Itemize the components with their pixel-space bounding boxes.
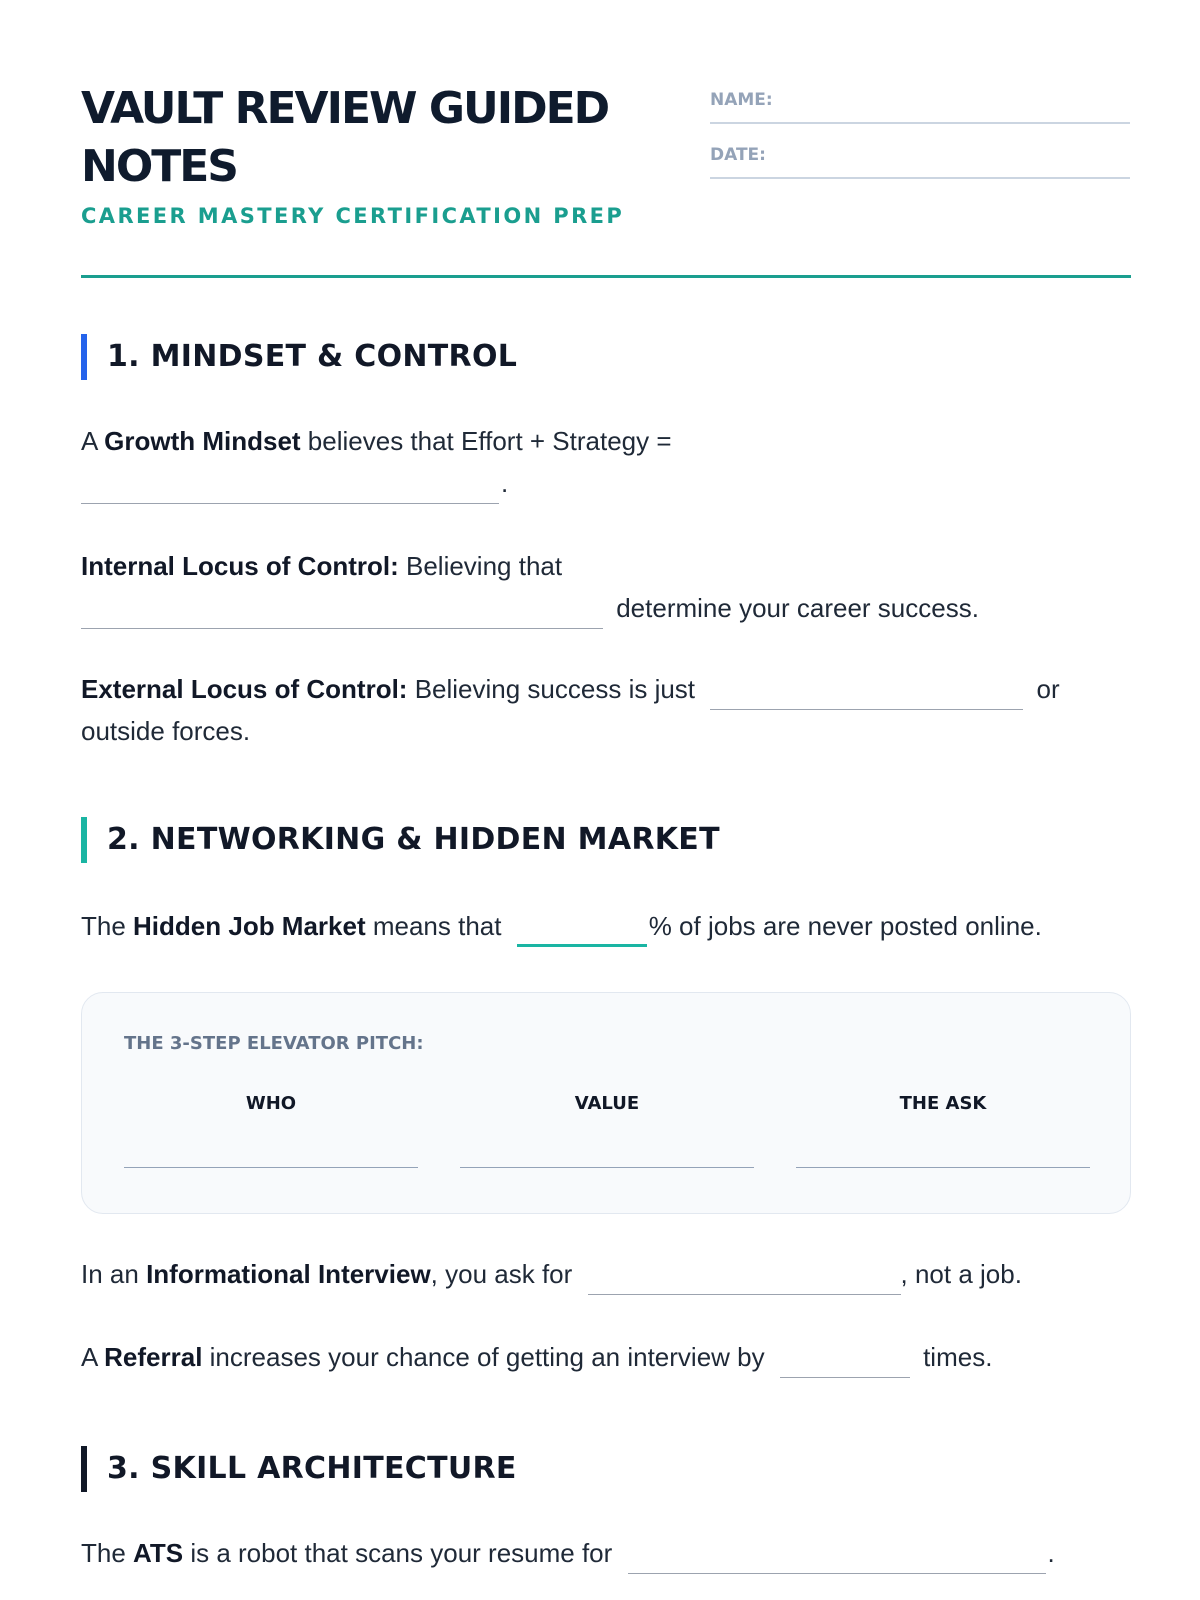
term: ATS [133,1538,184,1568]
page-subtitle: CAREER MASTERY CERTIFICATION PREP [81,204,625,228]
pitch-column-who [124,1089,418,1169]
text: or outside forces. [81,674,1060,746]
section-heading-mindset [81,334,517,380]
term: Hidden Job Market [133,911,366,941]
pitch-column-value [460,1089,754,1169]
term: Informational Interview [146,1259,431,1289]
name-label: NAME: [710,90,773,110]
text: . [1047,1538,1055,1568]
section-heading-text: 1. MINDSET & CONTROL [107,339,518,374]
date-label: DATE: [710,145,766,165]
section-accent-bar [81,817,87,863]
text: , not a job. [900,1259,1022,1289]
fill-in-blank[interactable] [628,1543,1046,1574]
fill-in-blank[interactable] [780,1347,910,1378]
fill-in-blank[interactable] [796,1167,1090,1168]
text: % of jobs are never posted online. [648,911,1042,941]
text: is a robot that scans your resume for [183,1538,620,1568]
text: . [501,468,509,498]
text: times. [915,1342,993,1372]
pitch-column-label: VALUE [574,1093,640,1114]
section-heading-text: 2. NETWORKING & HIDDEN MARKET [107,822,720,857]
fill-in-blank[interactable] [517,914,647,947]
term: External Locus of Control: [81,674,408,704]
text: The [81,1538,134,1568]
note-internal-locus [81,545,1131,629]
header-divider [81,275,1131,278]
text: determine your career success. [609,593,979,623]
note-informational-interview [81,1253,1131,1295]
note-hidden-job-market [81,905,1131,947]
pitch-column-label: THE ASK [899,1093,987,1114]
fill-in-blank[interactable] [460,1167,754,1168]
text: A [81,1342,105,1372]
note-referral [81,1336,1131,1378]
note-growth-mindset [81,420,1131,504]
section-accent-bar [81,1446,87,1492]
term: Growth Mindset [104,426,301,456]
text: increases your chance of getting an interview by [202,1342,772,1372]
elevator-pitch-title: THE 3-STEP ELEVATOR PITCH: [124,1033,424,1054]
pitch-column-the-ask [796,1089,1090,1169]
fill-in-blank[interactable] [588,1264,901,1295]
section-accent-bar [81,334,87,380]
text: Believing success is just [407,674,703,704]
fill-in-blank[interactable] [710,679,1023,710]
text: means that [365,911,509,941]
text: In an [81,1259,147,1289]
term: Internal Locus of Control: [81,551,399,581]
fill-in-blank[interactable] [124,1167,418,1168]
text: , you ask for [430,1259,580,1289]
section-heading-skill-architecture [81,1446,517,1492]
section-heading-networking [81,817,720,863]
name-field[interactable] [710,88,1130,124]
text: Believing that [398,551,563,581]
fill-in-blank[interactable] [81,598,603,629]
pitch-column-label: WHO [245,1093,297,1114]
text: believes that Effort + Strategy = [300,426,672,456]
elevator-pitch-box [81,992,1131,1214]
date-field[interactable] [710,143,1130,179]
note-ats [81,1532,1131,1574]
page-title: VAULT REVIEW GUIDED NOTES [81,83,609,192]
text: A [81,426,105,456]
section-heading-text: 3. SKILL ARCHITECTURE [107,1451,517,1486]
text: The [81,911,134,941]
fill-in-blank[interactable] [81,473,499,504]
term: Referral [104,1342,203,1372]
note-external-locus [81,668,1131,752]
